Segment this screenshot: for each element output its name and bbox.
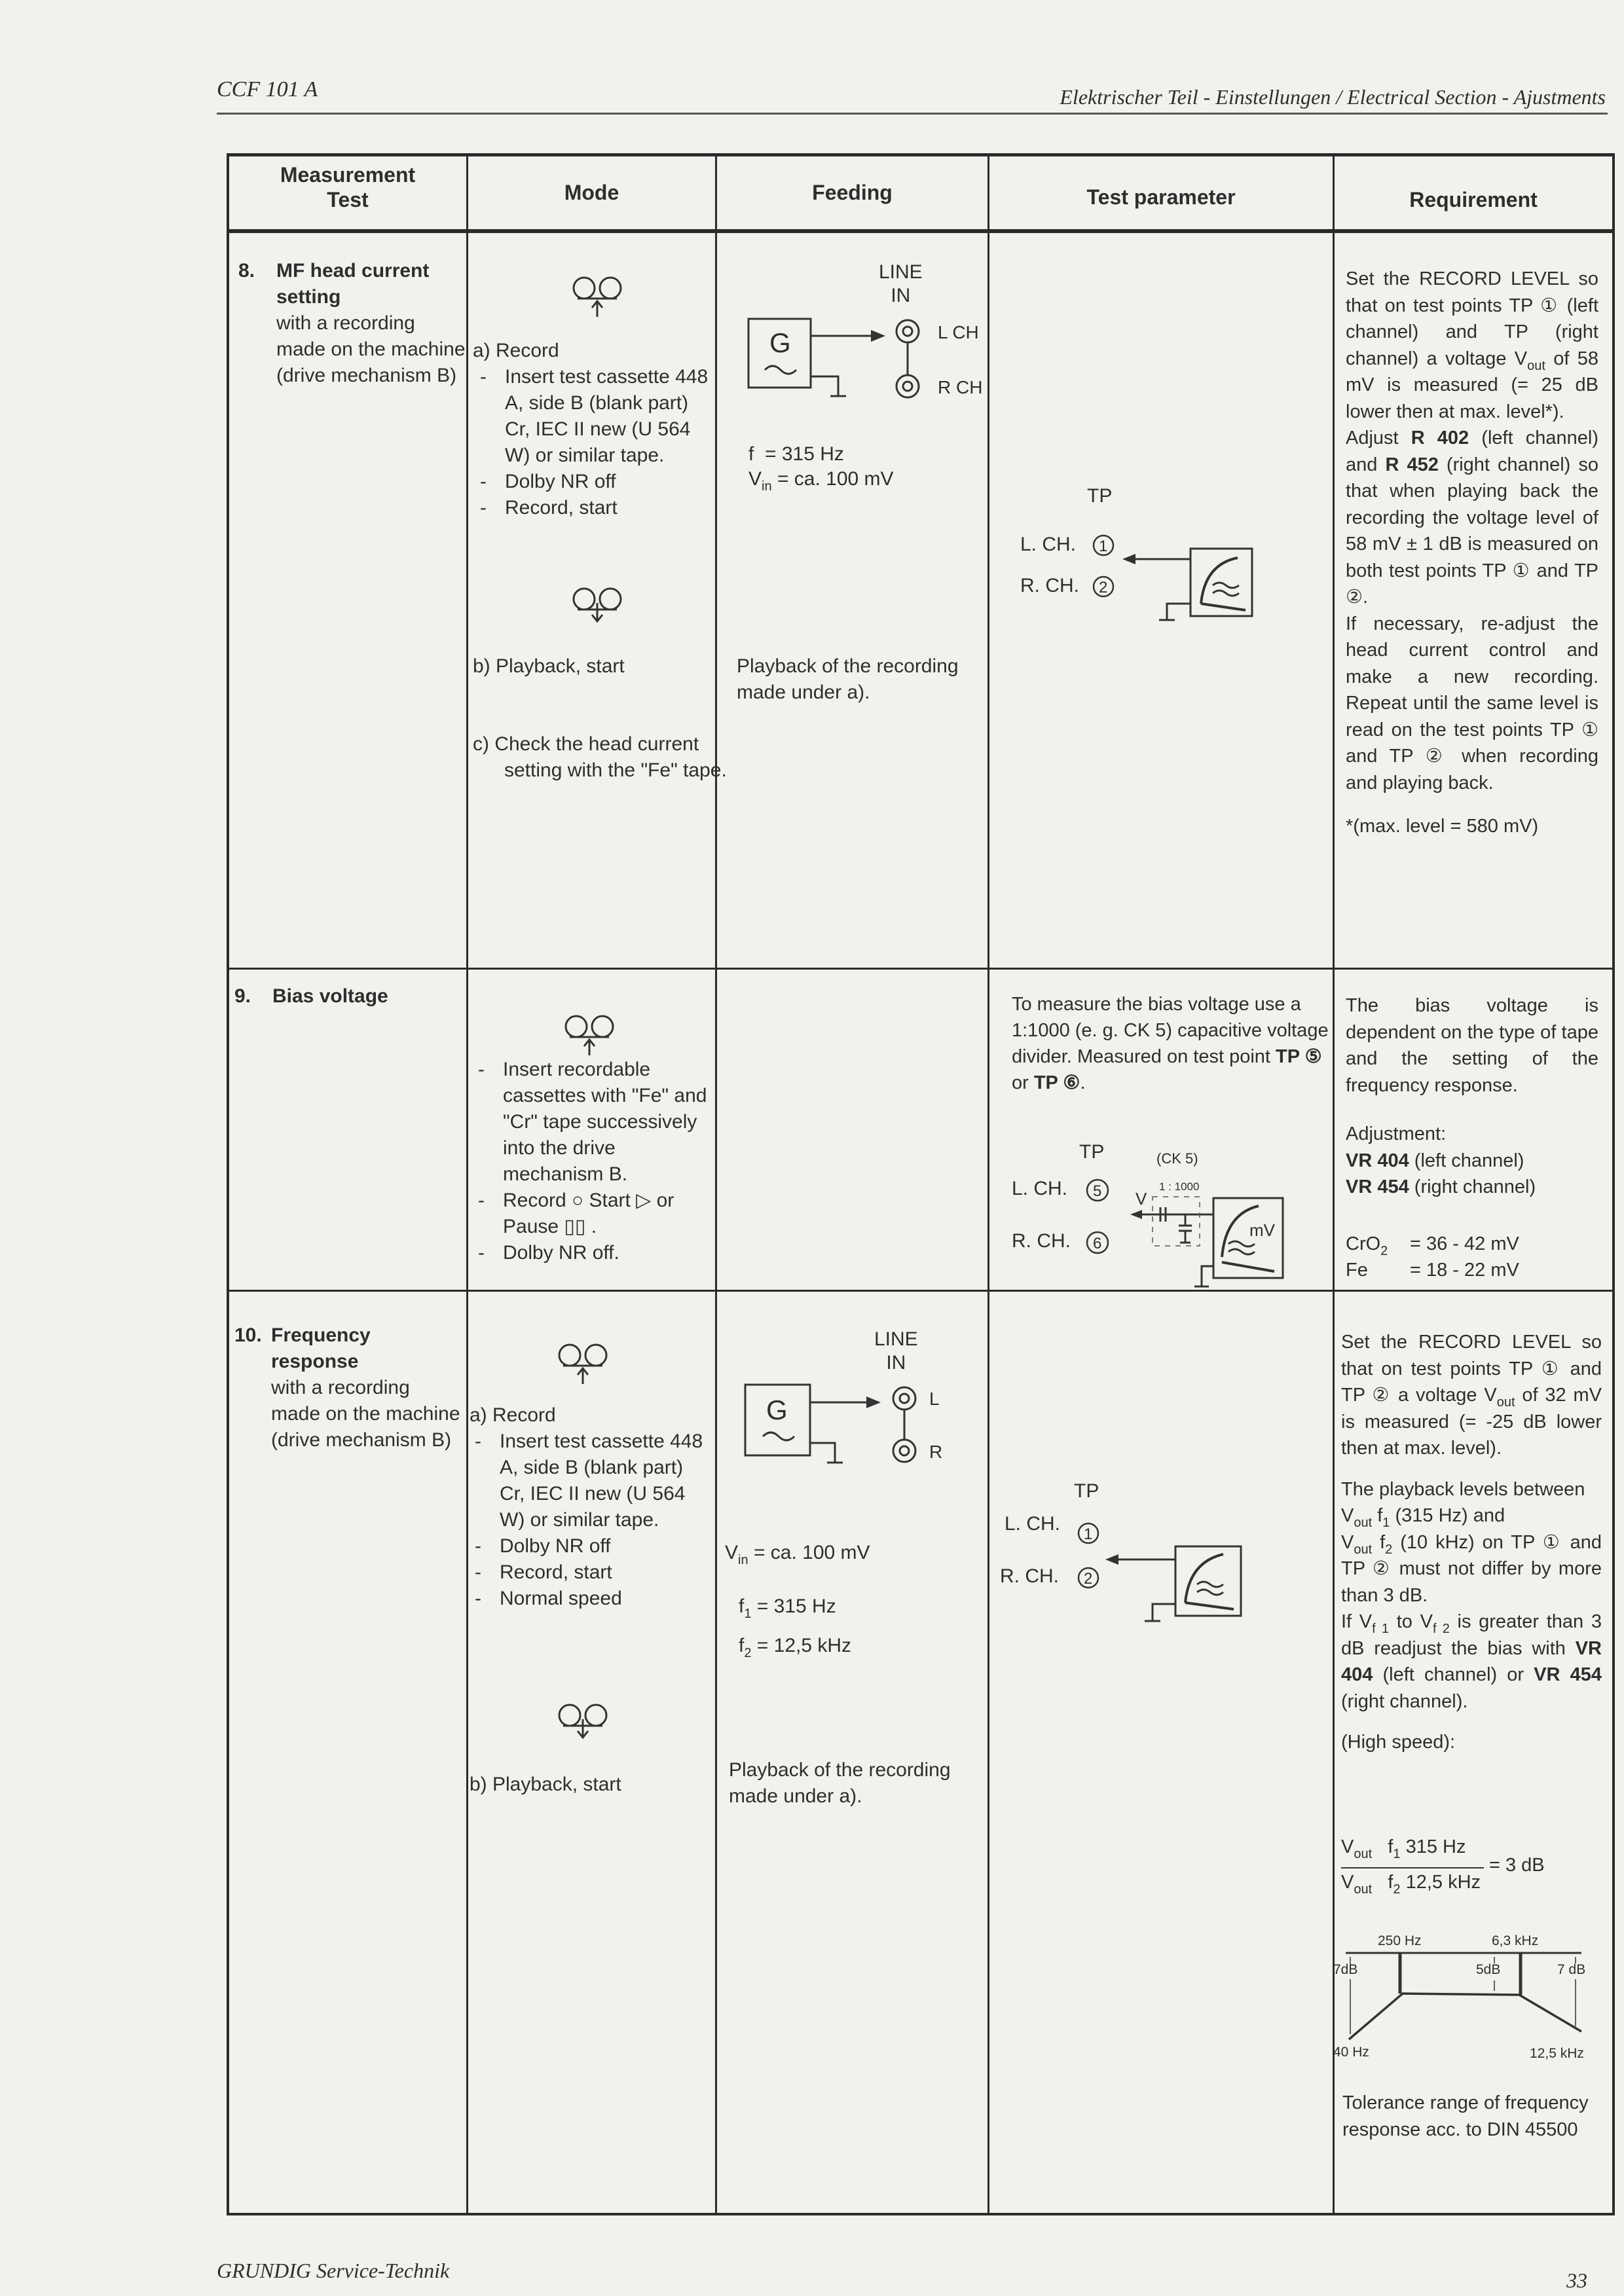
req-text: (right channel) so that when playing back the recording the voltage level of 58 mV ± 1 dB is measured on both test points TP ① and TP ②. [1346, 454, 1598, 608]
tp1-number: 1 [1099, 538, 1108, 555]
frequency-value: f = 315 Hz [748, 443, 844, 465]
req-text: If V [1341, 1611, 1373, 1632]
footer-brand: GRUNDIG Service-Technik [217, 2259, 450, 2282]
cro2-value: = 36 - 42 mV [1410, 1233, 1519, 1254]
line-in-label: LINE IN [874, 1328, 918, 1374]
tolerance-note: Tolerance range of frequency response acc. to DIN 45500 [1342, 2092, 1589, 2140]
page-number: 33 [1566, 2269, 1587, 2292]
row-subtitle: with a recording made on the machine (drive mechanism B) [276, 312, 466, 386]
req-text: Adjust [1346, 428, 1411, 448]
f2-value: = 12,5 kHz [751, 1635, 852, 1656]
tp1-number: 1 [1084, 1525, 1093, 1543]
right-channel-label: R. CH. [1020, 575, 1079, 596]
mode-step: - Dolby NR off [480, 469, 709, 495]
mode-step: - Insert recordable cassettes with "Fe" and "Cr" tape successively into the drive mechanism B. [478, 1057, 710, 1188]
vin-value: = ca. 100 mV [753, 1542, 870, 1563]
left-channel-label: L. CH. [1020, 534, 1077, 555]
mode-a-steps [475, 1429, 710, 1612]
requirement-text [1346, 266, 1598, 840]
fe-value: = 18 - 22 mV [1410, 1260, 1519, 1281]
mode-step: - Record, start [480, 495, 709, 521]
vr404-label: VR 404 [1346, 1150, 1409, 1171]
generator-line-in-diagram [740, 262, 982, 419]
f2-subscript: 2 [1385, 1542, 1393, 1557]
mode-a-label: a) Record [473, 340, 559, 361]
cro2-range [1346, 1231, 1598, 1258]
f1-subscript: 1 [744, 1607, 752, 1621]
record-reel-icon [554, 1342, 613, 1388]
row-title: MF head current setting [276, 260, 430, 308]
f1-subscript: 1 [1393, 1847, 1401, 1861]
model-name: CCF 101 A [217, 77, 318, 101]
tp-label: TP [1079, 1141, 1105, 1163]
requirement-paragraph: The playback levels between [1341, 1478, 1585, 1500]
column-header-feeding: Feeding [812, 181, 893, 204]
f1-subscript: 1 [1382, 1516, 1390, 1530]
vout-subscript: out [1354, 1542, 1373, 1557]
column-header-requirement: Requirement [1409, 188, 1538, 211]
generator-line-in-diagram [737, 1363, 979, 1481]
row-number: 9. [234, 985, 251, 1007]
req-text: of 58 mV is measured (= 25 dB lower then at max. level*). [1346, 348, 1598, 422]
resistor-r402: R 402 [1411, 428, 1469, 448]
tp2-number: 2 [1084, 1570, 1093, 1588]
cro2-subscript: 2 [1380, 1243, 1388, 1258]
requirement-paragraph: The bias voltage is dependent on the type of tape and the setting of the frequency response. [1346, 995, 1598, 1096]
high-speed-label: (High speed): [1341, 1732, 1456, 1753]
mode-step: - Record, start [475, 1559, 710, 1586]
capacitive-divider-diagram [1074, 1146, 1290, 1296]
label-7db-left: 7dB [1333, 1962, 1358, 1977]
right-channel-label: R. CH. [1000, 1565, 1059, 1587]
tp5-label: TP ⑤ [1276, 1046, 1322, 1067]
label-5db: 5dB [1476, 1962, 1501, 1977]
vf1-subscript: f 1 [1372, 1622, 1390, 1636]
vout-subscript: out [1527, 358, 1545, 373]
f2-subscript: 2 [744, 1646, 752, 1660]
column-divider [1333, 153, 1335, 2215]
cro2-label: CrO [1346, 1233, 1381, 1254]
req-text: of 32 mV is measured (= -25 dB lower then at max. level). [1341, 1385, 1602, 1459]
column-divider [987, 153, 989, 2215]
mv-label: mV [1249, 1220, 1275, 1240]
req-text: (left channel) or [1373, 1664, 1534, 1685]
numerator-value: 315 Hz [1405, 1836, 1466, 1857]
mode-b-label: b) Playback, start [470, 1774, 621, 1795]
jack-icon [896, 375, 919, 397]
table-left-border [227, 153, 229, 2215]
frequency-tolerance-diagram [1329, 1928, 1611, 2085]
table-right-border [1612, 153, 1615, 2215]
jack-left-label: L [929, 1389, 940, 1409]
vr454-label: VR 454 [1534, 1664, 1602, 1685]
row-title: Bias voltage [272, 985, 388, 1007]
generator-label: G [769, 327, 791, 358]
vin-value: = ca. 100 mV [777, 468, 894, 490]
mode-step: - Insert test cassette 448 A, side B (blank part) Cr, IEC II new (U 564 W) or similar tape. [475, 1429, 710, 1533]
playback-reel-icon [554, 1702, 613, 1748]
row-number: 10. [234, 1324, 262, 1346]
generator-label: G [766, 1394, 788, 1425]
vin-symbol: V [725, 1542, 739, 1563]
line-in-label: LINE IN [879, 261, 923, 306]
req-text: V [1341, 1505, 1354, 1526]
requirement-paragraph [1346, 425, 1598, 611]
req-text: to V [1389, 1611, 1433, 1632]
vout-subscript: out [1354, 1847, 1373, 1861]
label-250hz: 250 Hz [1378, 1933, 1422, 1948]
mode-step: - Dolby NR off [475, 1533, 710, 1559]
mode-a-label: a) Record [470, 1404, 556, 1426]
ratio-label: 1 : 1000 [1159, 1180, 1200, 1193]
frequency-f2 [739, 1633, 851, 1659]
param-text: . [1080, 1072, 1086, 1093]
requirement-paragraph [1346, 266, 1598, 425]
formula-result: = 3 dB [1489, 1855, 1545, 1876]
column-header-test-parameter: Test parameter [1086, 185, 1236, 209]
formula-denominator: $V_{out}$ $f_2$ 12,5 kHz [1341, 1872, 1481, 1897]
row-number: 8. [238, 260, 255, 282]
section-title: Elektrischer Teil - Einstellungen / Electrical Section - Ajustments [1060, 85, 1606, 109]
req-text: V [1341, 1531, 1354, 1553]
requirement-paragraph [1341, 1329, 1602, 1462]
playback-reel-icon [568, 586, 627, 632]
frequency-f1 [739, 1594, 836, 1620]
req-text: (10 kHz) on TP ① and TP ② must not differ by more than 3 dB. [1341, 1531, 1602, 1606]
mode-step: - Normal speed [475, 1586, 710, 1612]
header-rule [217, 113, 1608, 115]
vf2-subscript: f 2 [1432, 1622, 1450, 1636]
mode-c-label: c) Check the head current setting with the "Fe" tape. [473, 733, 727, 781]
column-divider [715, 153, 717, 2215]
mode-b-label: b) Playback, start [473, 655, 625, 677]
label-7db-right: 7 dB [1557, 1962, 1586, 1977]
record-reel-icon [561, 1013, 619, 1059]
row-divider [227, 968, 1615, 970]
tp5-number: 5 [1093, 1182, 1102, 1200]
label-40hz: 40 Hz [1333, 2045, 1369, 2060]
mode-steps [478, 1057, 710, 1266]
millivoltmeter-diagram [1088, 532, 1272, 630]
req-text: (left channel) and [1346, 428, 1598, 475]
vr454-label: VR 454 [1346, 1176, 1409, 1197]
jack-right-label: R CH [938, 377, 982, 397]
lower-limit-line [1349, 1994, 1581, 2039]
req-text: (right channel). [1341, 1690, 1468, 1712]
table-top-border [227, 153, 1615, 156]
mode-a-steps [480, 364, 709, 521]
left-channel-label: L. CH. [1012, 1178, 1068, 1199]
req-text: Set the RECORD LEVEL so that on test points TP ① (left channel) and TP (right channel) a voltage V [1346, 268, 1598, 369]
left-channel-label: L. CH. [1005, 1513, 1061, 1535]
input-voltage [748, 466, 894, 492]
adjustment-vr454 [1346, 1174, 1598, 1201]
req-text: (left channel) [1409, 1150, 1524, 1171]
level-ratio-formula [1341, 1836, 1603, 1908]
denominator-value: 12,5 kHz [1405, 1872, 1481, 1893]
tp6-label: TP ⑥ [1033, 1072, 1080, 1093]
requirement-paragraph [1341, 1503, 1602, 1609]
adjustment-vr404 [1346, 1148, 1598, 1175]
requirement-paragraph [1341, 1609, 1602, 1715]
tp6-number: 6 [1093, 1235, 1102, 1252]
tp2-number: 2 [1099, 579, 1108, 596]
vout-subscript: out [1354, 1516, 1373, 1530]
vout-subscript: out [1496, 1395, 1515, 1410]
req-text: (315 Hz) and [1390, 1505, 1505, 1526]
req-text: (right channel) [1409, 1176, 1536, 1197]
playback-note: Playback of the recording made under a). [729, 1759, 951, 1807]
resistor-r452: R 452 [1385, 454, 1439, 475]
mode-step: - Dolby NR off. [478, 1240, 710, 1266]
playback-note: Playback of the recording made under a). [737, 655, 959, 703]
tp-label: TP [1087, 485, 1113, 507]
fe-range [1346, 1257, 1598, 1284]
bias-measurement-instructions [1012, 991, 1329, 1096]
requirement-text [1346, 993, 1598, 1284]
input-voltage [725, 1540, 870, 1566]
vr404-label: VR 404 [1341, 1637, 1602, 1685]
jack-icon [896, 320, 919, 342]
f1-value: = 315 Hz [751, 1595, 836, 1617]
fraction-bar [1341, 1867, 1484, 1868]
param-text: or [1012, 1072, 1034, 1093]
fe-label: Fe [1346, 1260, 1368, 1281]
req-text: Set the RECORD LEVEL so that on test points TP ① and TP ② a voltage V [1341, 1332, 1602, 1406]
f2-subscript: 2 [1393, 1882, 1401, 1897]
requirement-paragraph: If necessary, re-adjust the head current control and make a new recording. Repeat until the same level is read on the test points TP ① and TP ② when recording and playing back. [1346, 613, 1598, 793]
vout-subscript: out [1354, 1882, 1373, 1897]
vin-subscript: in [738, 1553, 748, 1567]
vin-symbol: V [748, 468, 762, 490]
right-channel-label: R. CH. [1012, 1230, 1071, 1252]
req-text: f [1372, 1505, 1383, 1526]
row-subtitle: with a recording made on the machine (drive mechanism B) [271, 1377, 460, 1451]
header-bottom-border [227, 229, 1615, 233]
jack-left-label: L CH [938, 322, 979, 342]
row-title: Frequency response [271, 1324, 371, 1372]
jack-icon [893, 1387, 915, 1410]
adjustment-label: Adjustment: [1346, 1123, 1447, 1144]
f1-symbol: f [739, 1595, 745, 1617]
label-12-5khz: 12,5 kHz [1530, 2046, 1584, 2061]
row-divider [227, 1290, 1615, 1292]
req-text: is greater than 3 dB readjust the bias with [1341, 1611, 1602, 1659]
f2-symbol: f [739, 1635, 745, 1656]
label-6-3khz: 6,3 kHz [1492, 1933, 1539, 1948]
tp-label: TP [1074, 1480, 1099, 1502]
column-divider [466, 153, 468, 2215]
mode-step: - Insert test cassette 448 A, side B (blank part) Cr, IEC II new (U 564 W) or similar tape. [480, 364, 709, 469]
req-text: f [1372, 1531, 1386, 1553]
jack-right-label: R [929, 1442, 943, 1462]
param-text: To measure the bias voltage use a 1:1000 (e. g. CK 5) capacitive voltage divider. Measured on test point [1012, 994, 1329, 1067]
formula-numerator: $V_{out}$ $f_1$ 315 Hz [1341, 1836, 1466, 1861]
v-label: V [1135, 1189, 1147, 1209]
ck5-label: (CK 5) [1156, 1150, 1198, 1167]
table-bottom-border [227, 2213, 1615, 2215]
record-reel-icon [568, 275, 627, 321]
millivoltmeter-diagram [1066, 1512, 1256, 1637]
max-level-note: *(max. level = 580 mV) [1346, 816, 1539, 837]
column-header-measurement-test: Measurement Test [280, 163, 416, 211]
column-header-mode: Mode [564, 181, 619, 204]
requirement-text [1341, 1329, 1602, 1756]
vin-subscript: in [762, 479, 772, 494]
jack-icon [893, 1440, 915, 1462]
mode-step: - Record ○ Start ▷ or Pause ▯▯ . [478, 1188, 710, 1240]
